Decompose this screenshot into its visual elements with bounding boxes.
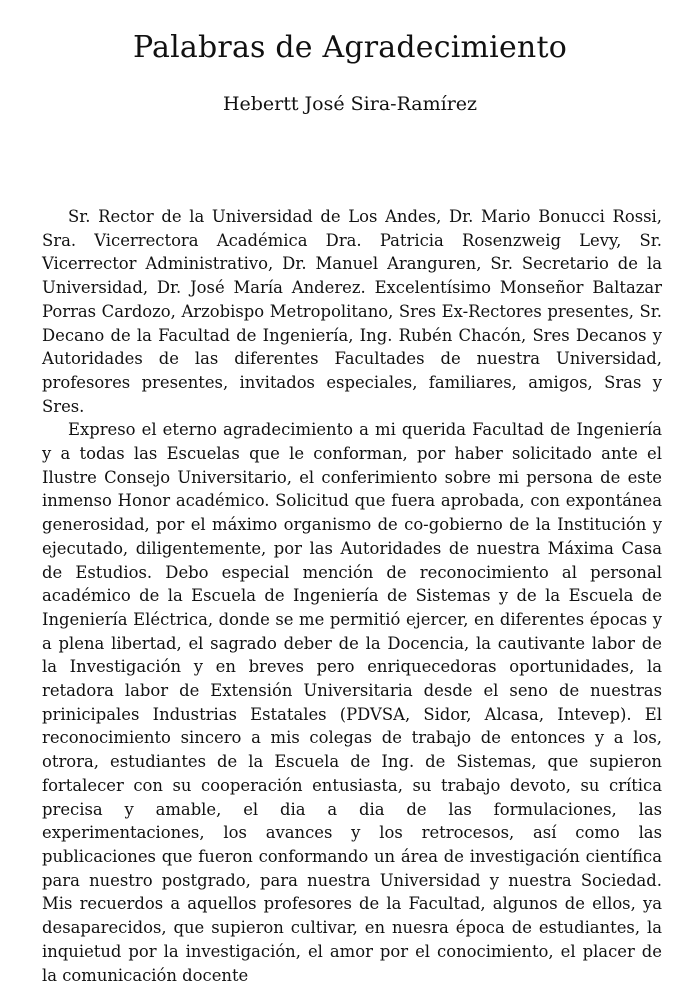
paragraph-acknowledgement: Expreso el eterno agradecimiento a mi querida Facultad de Ingeniería y a todas las Escuelas que le conforman, por haber solicitado ante el Ilustre Consejo Universitario, el conferimiento sobre mi persona de este inmenso Honor académico. Solicitud que fuera aprobada, con expontánea generosidad, por el máximo organismo de co-gobierno de la Institución y ejecutado, diligentemente, por las Autoridades de nuestra Máxima Casa de Estudios. Debo especial mención de reconocimiento al personal académico de la Escuela de Ingeniería de Sistemas y de la Escuela de Ingeniería Eléctrica, donde se me permitió ejercer, en diferentes épocas y a plena libertad, el sagrado deber de la Docencia, la cautivante labor de la Investigación y en breves pero enriquecedoras oportunidades, la retadora labor de Extensión Universitaria desde el seno de nuestras prinicipales Industrias Estatales (PDVSA, Sidor, Alcasa, Intevep). El reconocimiento sincero a mis colegas de trabajo de entonces y a los, otrora, estudiantes de la Escuela de Ing. de Sistemas, que supieron fortalecer con su cooperación entusiasta, su trabajo devoto, su crítica precisa y amable, el dia a dia de las formulaciones, las experimentaciones, los avances y los retrocesos, así como las publicaciones que fueron conformando un área de investigación científica para nuestro postgrado, para nuestra Universidad y nuestra Sociedad. Mis recuerdos a aquellos profesores de la Facultad, algunos de ellos, ya desaparecidos, que supieron cultivar, en nuesra época de estudiantes, la inquietud por la investigación, el amor por el conocimiento, el placer de la comunicación docente (42, 420, 662, 985)
author-name: Hebertt José Sira-Ramírez (222, 93, 478, 115)
document-title: Palabras de Agradecimiento (133, 30, 567, 65)
document-body (42, 205, 662, 987)
paragraph-greeting: Sr. Rector de la Universidad de Los Andes, Dr. Mario Bonucci Rossi, Sra. Vicerrectora Académica Dra. Patricia Rosenzweig Levy, Sr. Vicerrector Administrativo, Dr. Manuel Aranguren, Sr. Secretario de la Universidad, Dr. José María Anderez. Excelentísimo Monseñor Baltazar Porras Cardozo, Arzobispo Metropolitano, Sres Ex-Rectores presentes, Sr. Decano de la Facultad de Ingeniería, Ing. Rubén Chacón, Sres Decanos y Autoridades de las diferentes Facultades de nuestra Universidad, profesores presentes, invitados especiales, familiares, amigos, Sras y Sres. (42, 207, 662, 416)
